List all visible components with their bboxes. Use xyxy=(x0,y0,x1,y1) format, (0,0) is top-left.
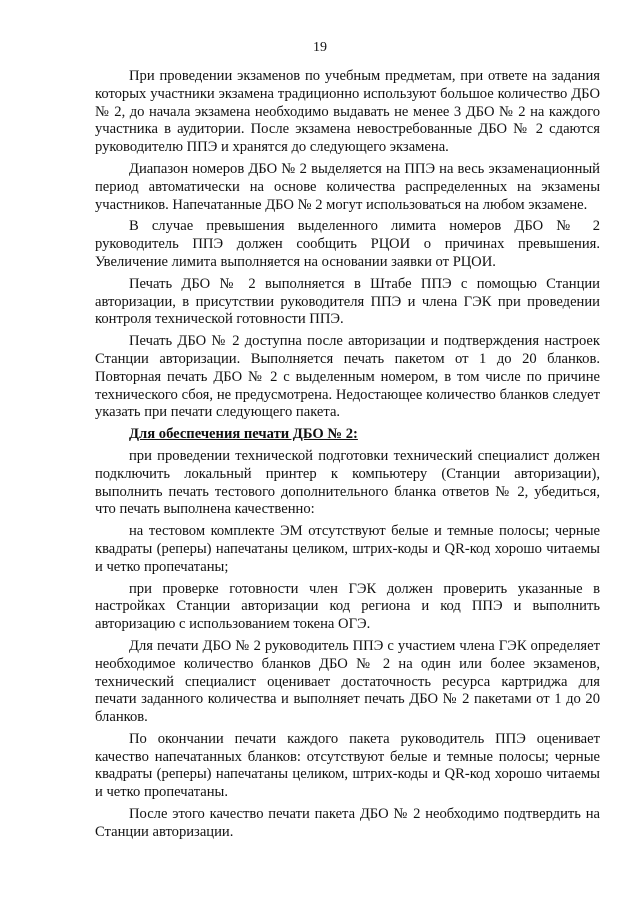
paragraph-test-kit-quality: на тестовом комплекте ЭМ отсутствуют белые и темные полосы; черные квадраты (реперы) напечатаны целиком, штрих-коды и QR-код хорошо читаемы и четко пропечатаны; xyxy=(95,523,600,575)
paragraph-exam-dbo-count: При проведении экзаменов по учебным предметам, при ответе на задания которых участники экзамена традиционно используют большое количество ДБО № 2, до начала экзамена необходимо выдавать не менее 3 ДБО № 2 на каждого участника в аудитории. После экзамена невостребованные ДБО № 2 сдаются руководителю ППЭ и хранятся до следующего экзамена. xyxy=(95,68,600,156)
paragraph-print-location: Печать ДБО № 2 выполняется в Штабе ППЭ с помощью Станции авторизации, в присутствии руководителя ППЭ и члена ГЭК при проведении контроля технической готовности ППЭ. xyxy=(95,275,600,328)
paragraph-limit-exceeded: В случае превышения выделенного лимита номеров ДБО № 2 руководитель ППЭ должен сообщить РЦОИ о причинах превышения. Увеличение лимита выполняется на основании заявки от РЦОИ. xyxy=(95,218,600,270)
page-number: 19 xyxy=(313,40,327,55)
paragraph-quality-evaluation: По окончании печати каждого пакета руководитель ППЭ оценивает качество напечатанных бланков: отсутствуют белые и темные полосы; черные квадраты (реперы) напечатаны целиком, штрих-коды и QR-код хорошо читаемы и четко пропечатаны. xyxy=(95,730,600,801)
paragraph-readiness-check: при проверке готовности член ГЭК должен проверить указанные в настройках Станции авторизации код региона и код ППЭ и выполнить авторизацию с использованием токена ОГЭ. xyxy=(95,580,600,633)
section-heading-print-setup: Для обеспечения печати ДБО № 2: xyxy=(129,426,358,443)
paragraph-print-availability: Печать ДБО № 2 доступна после авторизации и подтверждения настроек Станции авторизации. Выполняется печать пакетом от 1 до 20 бланков. Повторная печать ДБО № 2 с выделенным номером, в том числе по причине технического сбоя, не предусмотрена. Недостающее количество бланков следует указать при печати следующего пакета. xyxy=(95,333,600,421)
paragraph-number-range: Диапазон номеров ДБО № 2 выделяется на ППЭ на весь экзаменационный период автоматически на основе количества распределенных на экзамены участников. Напечатанные ДБО № 2 могут использоваться на любом экзамене. xyxy=(95,160,600,213)
paragraph-confirmation: После этого качество печати пакета ДБО № 2 необходимо подтвердить на Станции авторизации. xyxy=(95,806,600,840)
paragraph-technical-preparation: при проведении технической подготовки технический специалист должен подключить локальный принтер к компьютеру (Станции авторизации), выполнить печать тестового дополнительного бланка ответов № 2, убедиться, что печать выполнена качественно: xyxy=(95,447,600,518)
paragraph-print-procedure: Для печати ДБО № 2 руководитель ППЭ с участием члена ГЭК определяет необходимое количество бланков ДБО № 2 на один или более экзаменов, технический специалист оценивает достаточность ресурса картриджа для печати заданного количества и выполняет печать ДБО № 2 пакетами от 1 до 20 бланков. xyxy=(95,637,600,726)
document-body xyxy=(95,68,600,846)
